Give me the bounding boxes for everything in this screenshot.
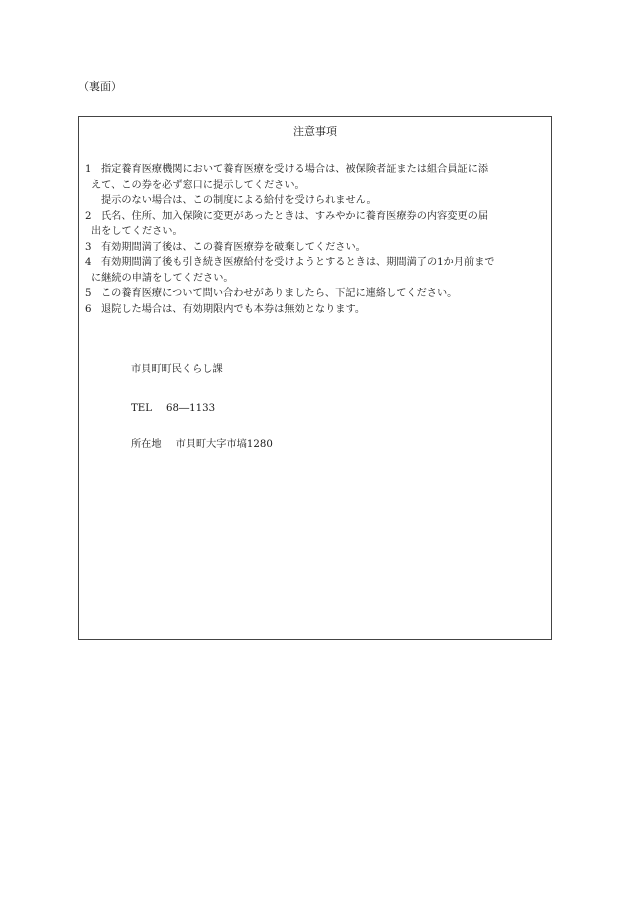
item-number: 5 (85, 288, 92, 299)
notice-item-4-continued: に継続の申請をしてください。 (91, 272, 234, 284)
page-side-label: （裏面） (78, 80, 122, 93)
item-text: 指定養育医療機関において養育医療を受ける場合は、被保険者証または組合員証に添 (101, 164, 489, 175)
notice-item-1-note: 提示のない場合は、この制度による給付を受けられません。 (101, 195, 377, 206)
notice-heading: 注意事項 (293, 125, 337, 138)
phone-number: 68―1133 (166, 403, 216, 414)
item-number: 2 (85, 210, 92, 222)
item-number: 3 (85, 241, 92, 253)
phone-label: TEL (131, 403, 152, 414)
item-text: この養育医療について問い合わせがありましたら、下記に連絡してください。 (101, 288, 458, 299)
contact-department: 市貝町町民くらし課 (131, 364, 223, 375)
contact-phone (131, 402, 215, 416)
notice-box (78, 116, 552, 640)
address-label: 所在地 (131, 439, 162, 450)
address-value: 市貝町大字市塙1280 (175, 439, 273, 450)
notice-item-5 (85, 286, 547, 302)
contact-address (131, 438, 273, 452)
notice-item-3 (85, 240, 547, 256)
notice-item-1 (85, 162, 547, 178)
notice-items (85, 162, 547, 317)
item-text: 有効期間満了後は、この養育医療券を破棄してください。 (101, 241, 366, 253)
item-text: 氏名、住所、加入保険に変更があったときは、すみやかに養育医療券の内容変更の届 (101, 210, 489, 222)
notice-item-6 (85, 302, 547, 318)
item-text: 退院した場合は、有効期限内でも本券は無効となります。 (101, 303, 366, 315)
item-number: 1 (85, 164, 92, 175)
notice-item-1-continued: えて、この券を必ず窓口に提示してください。 (91, 179, 305, 191)
notice-item-4 (85, 255, 547, 271)
item-number: 4 (85, 257, 92, 268)
item-text: 有効期間満了後も引き続き医療給付を受けようとするときは、期間満了の1か月前まで (101, 257, 495, 268)
notice-item-2 (85, 209, 547, 225)
notice-item-2-continued: 出をしてください。 (91, 226, 183, 237)
item-number: 6 (85, 303, 92, 315)
